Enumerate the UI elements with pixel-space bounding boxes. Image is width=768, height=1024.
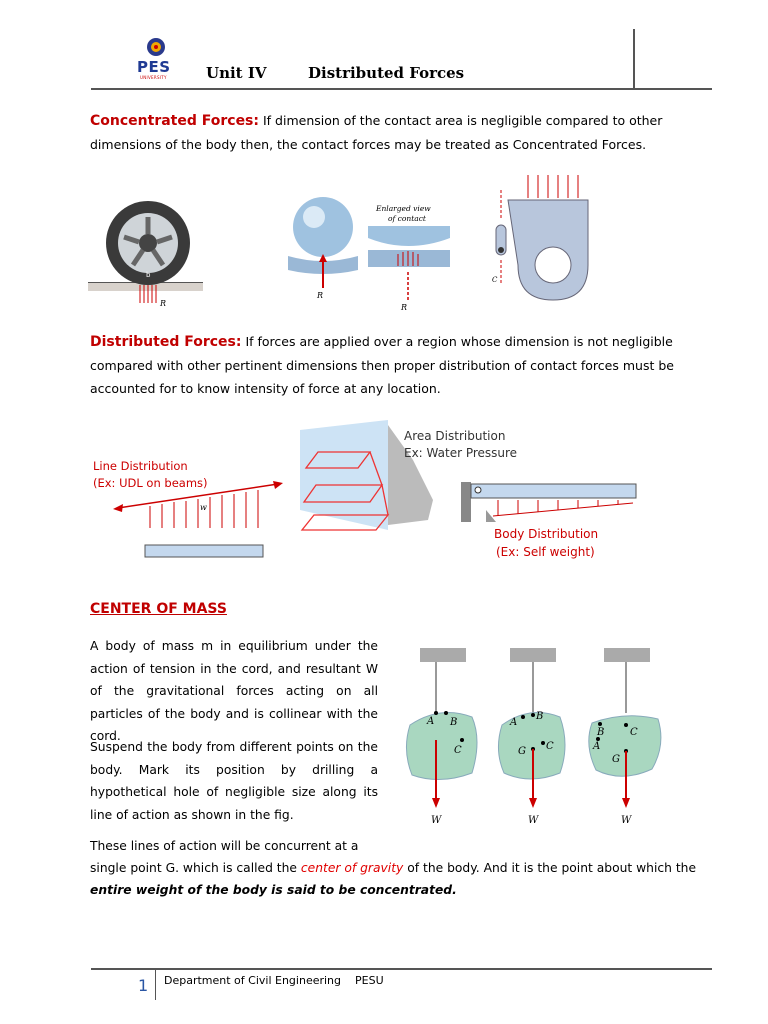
com-para3-bold: entire weight of the body is said to be concentrated.	[90, 883, 457, 897]
header-vertical-rule	[633, 29, 635, 89]
distributed-forces-paragraph	[90, 330, 720, 400]
line-dist-label-2: (Ex: UDL on beams)	[93, 476, 208, 490]
body3-label-w: W	[621, 815, 632, 826]
enlarged-caption-1: Enlarged view	[376, 204, 431, 213]
sphere-reaction-label: R	[317, 291, 324, 300]
com-para3-line2	[90, 857, 730, 880]
page-number: 1	[138, 976, 149, 995]
line-distribution-diagram	[93, 459, 283, 557]
body3-label-a: A	[593, 741, 601, 752]
body2-label-c: C	[546, 741, 554, 752]
suspended-bodies-figure	[400, 645, 670, 835]
com-para3-line2-b: of the body. And it is the point about which the	[403, 861, 697, 875]
area-dist-label-2: Ex: Water Pressure	[404, 446, 518, 460]
body1-label-b: B	[450, 717, 458, 728]
body2-label-b: B	[536, 711, 544, 722]
body2-label-w: W	[528, 815, 539, 826]
center-of-mass-heading: CENTER OF MASS	[90, 601, 227, 617]
enlarged-reaction-label: R	[401, 303, 408, 312]
area-distribution-diagram	[300, 420, 517, 530]
body2-label-g: G	[518, 746, 526, 757]
body-distribution-diagram	[461, 482, 636, 559]
tire-width-label: b	[146, 271, 151, 279]
page-title: Distributed Forces	[308, 64, 465, 82]
center-of-gravity-term: center of gravity	[300, 861, 404, 875]
distributed-text-line2: compared with other pertinent dimensions then proper distribution of contact forces must be	[90, 358, 674, 373]
body1-label-c: C	[454, 745, 462, 756]
suspended-body-1	[406, 648, 477, 826]
header-rule	[91, 88, 712, 90]
body1-label-w: W	[431, 815, 442, 826]
sphere-diagram	[288, 197, 358, 300]
suspended-body-3	[589, 648, 661, 826]
header	[0, 0, 768, 95]
pes-logo-emblem-icon	[143, 36, 169, 58]
enlarged-contact-diagram	[368, 204, 450, 312]
footer	[0, 960, 768, 1020]
distributed-forces-figure	[88, 410, 648, 580]
body3-label-c: C	[630, 727, 638, 738]
tire-diagram	[88, 201, 203, 308]
body-dist-label-1: Body Distribution	[494, 527, 599, 541]
enlarged-caption-2: of contact	[388, 214, 426, 223]
com-para2: Suspend the body from different points on the body. Mark its position by drilling a hypothetical hole of negligible size along its line of action as shown in the fig.	[90, 740, 378, 822]
distributed-text-line3: accounted for to know intensity of force at any location.	[90, 381, 441, 396]
logo-subtext: UNIVERSITY	[140, 75, 167, 80]
suspended-body-2	[498, 648, 565, 826]
concentrated-text-line1: If dimension of the contact area is negligible compared to other	[262, 113, 663, 128]
concentrated-forces-figure	[88, 170, 608, 315]
concentrated-forces-heading: Concentrated Forces:	[90, 113, 259, 129]
footer-rule	[91, 968, 712, 970]
com-para1: A body of mass m in equilibrium under the action of tension in the cord, and resultant W of the gravitational forces acting on all particles of the body and is collinear with the cord.	[90, 639, 378, 743]
body-dist-label-2: (Ex: Self weight)	[496, 545, 595, 559]
concentrated-forces-paragraph	[90, 109, 720, 156]
line-dist-label-1: Line Distribution	[93, 459, 188, 473]
distributed-forces-heading: Distributed Forces:	[90, 334, 242, 350]
com-para3-line2-a: single point G. which is called the	[90, 861, 301, 875]
body2-label-a: A	[510, 717, 518, 728]
concentrated-text-line2: dimensions of the body then, the contact forces may be treated as Concentrated Forces.	[90, 137, 647, 152]
body3-label-b: B	[597, 727, 605, 738]
footer-vertical-rule	[155, 970, 156, 1000]
link-diagram	[492, 175, 588, 300]
distributed-text-line1: If forces are applied over a region whose dimension is not negligible	[245, 334, 673, 349]
footer-text: Department of Civil Engineering PESU	[164, 974, 384, 987]
body1-label-a: A	[427, 716, 435, 727]
logo-text: PES	[137, 58, 171, 76]
unit-label: Unit IV	[206, 64, 267, 82]
area-dist-label-1: Area Distribution	[404, 429, 506, 443]
body3-label-g: G	[612, 754, 620, 765]
w-label: w	[200, 503, 207, 512]
com-para3-line1: These lines of action will be concurrent at a	[90, 839, 359, 853]
link-label: C	[492, 276, 498, 284]
tire-reaction-label: R	[160, 299, 167, 308]
